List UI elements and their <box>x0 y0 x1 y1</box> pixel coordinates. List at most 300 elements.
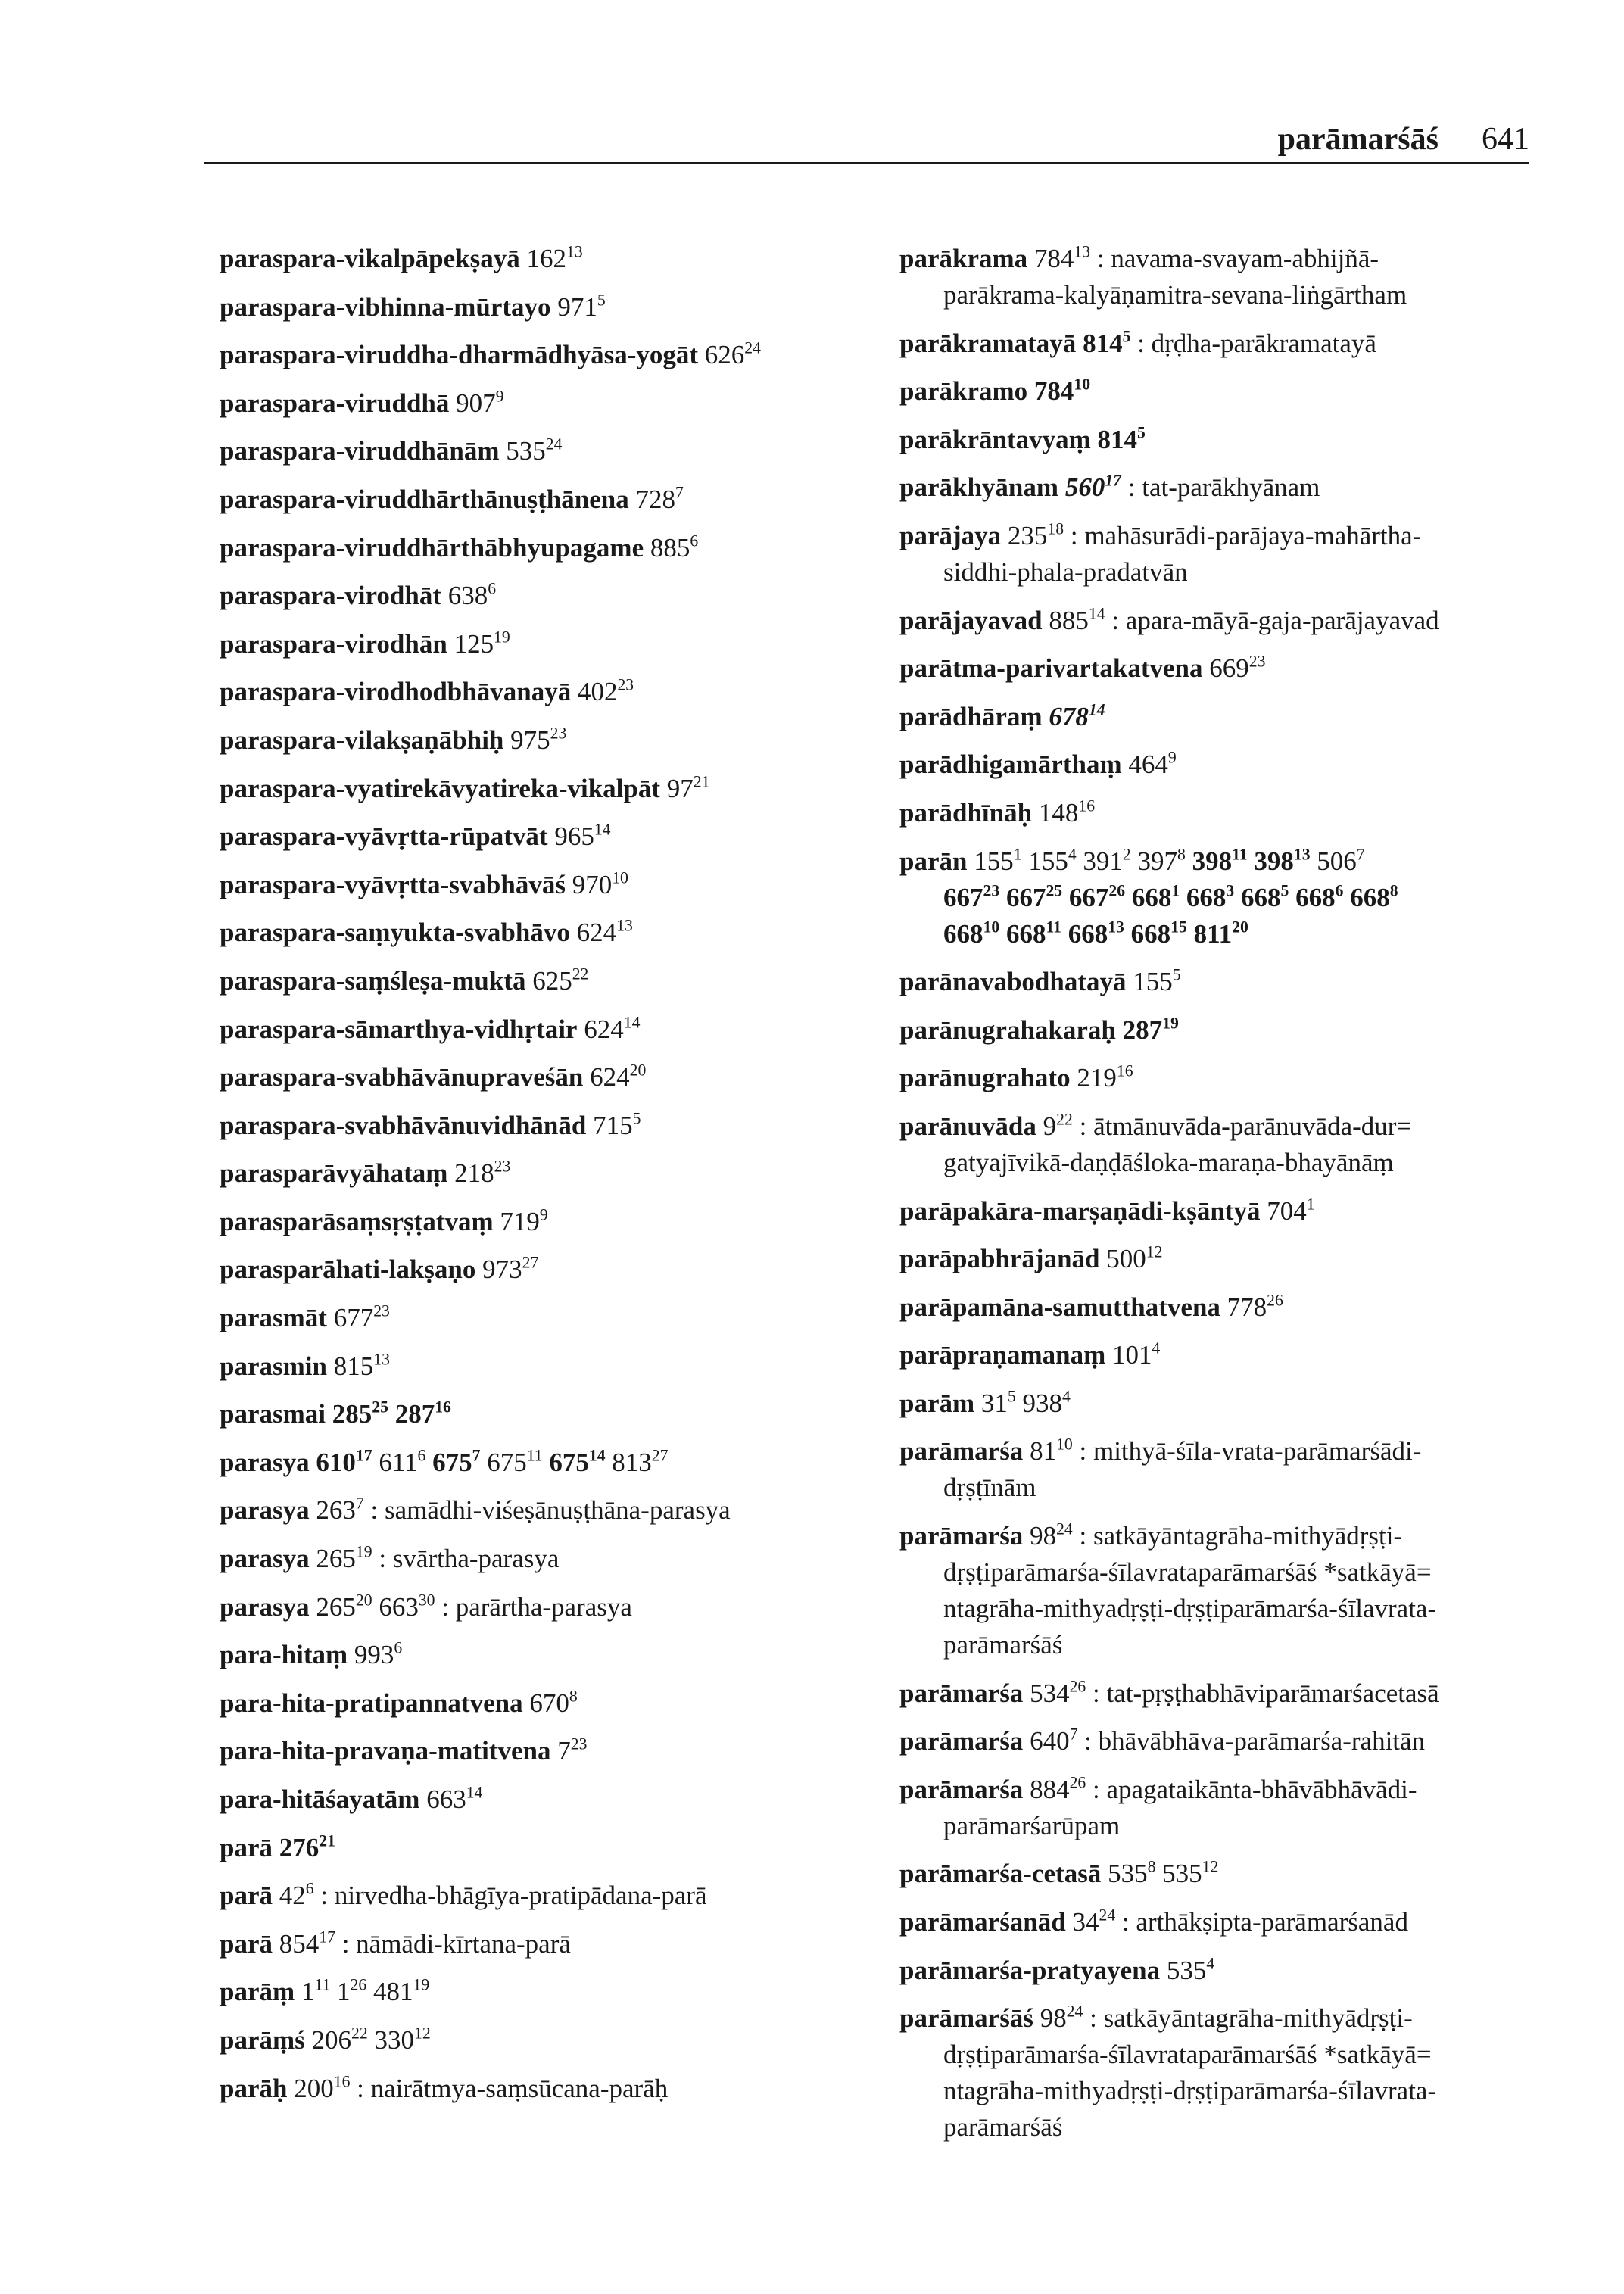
index-entry <box>899 1337 1537 1373</box>
entry-first-line <box>899 1108 1537 1145</box>
page-number-ref: 784 <box>1033 244 1074 273</box>
page-reference <box>974 1389 1016 1418</box>
page-number-ref: 235 <box>1007 520 1048 550</box>
page-number-ref: 971 <box>557 291 597 322</box>
index-entry <box>220 626 886 662</box>
page-number-ref: 1 <box>301 1977 315 2007</box>
line-number-ref: 27 <box>651 1446 669 1465</box>
page-number-ref: 481 <box>372 1977 413 2007</box>
page-number-ref: 678 <box>1049 701 1089 731</box>
page-reference <box>1125 883 1180 912</box>
entry-first-line <box>220 915 886 951</box>
index-entry <box>220 385 886 422</box>
page-number-ref: 973 <box>482 1255 522 1285</box>
entry-first-line <box>899 1856 1537 1892</box>
entry-first-line <box>220 530 886 566</box>
page-number-ref: 938 <box>1022 1388 1062 1418</box>
entry-first-line <box>899 373 1537 410</box>
page-number-ref: 535 <box>506 436 546 466</box>
page-reference <box>447 1158 510 1188</box>
index-entry <box>899 1856 1537 1892</box>
page-number-ref: 975 <box>510 725 550 755</box>
page-number-ref: 813 <box>612 1447 652 1477</box>
line-number-ref: 5 <box>1137 423 1146 442</box>
entry-lemma: paraspara-vilakṣaṇābhiḥ <box>220 725 504 755</box>
line-number-ref: 20 <box>1232 918 1248 937</box>
page-reference <box>1027 376 1090 406</box>
entry-first-line <box>899 603 1537 639</box>
entry-first-line <box>899 843 1537 880</box>
entry-lemma: parāpamāna-samutthatvena <box>899 1292 1220 1322</box>
line-number-ref: 10 <box>983 918 1000 937</box>
page-number-ref: 101 <box>1112 1340 1152 1370</box>
entry-continuation: parāmarśāś <box>943 2112 1063 2143</box>
entry-gloss: : apagataikānta-bhāvābhāvādi- <box>1086 1774 1417 1804</box>
entry-first-line <box>899 518 1537 554</box>
page-number-ref: 464 <box>1128 750 1168 780</box>
page-number-ref: 885 <box>650 532 690 563</box>
entry-first-line <box>220 722 886 759</box>
page-reference <box>586 1111 641 1140</box>
entry-first-line <box>220 241 886 277</box>
index-entry <box>220 1300 886 1336</box>
line-number-ref: 26 <box>1069 1677 1086 1696</box>
page-number-ref: 668 <box>1131 882 1172 912</box>
entry-gloss: : navama-svayam-abhijñā- <box>1090 244 1379 273</box>
entry-gloss: : bhāvābhāva-parāmarśa-rahitān <box>1077 1726 1426 1756</box>
line-number-ref: 9 <box>1167 748 1177 767</box>
entry-lemma: parāṃ <box>220 1977 295 2007</box>
index-entry <box>220 1155 886 1192</box>
index-entry <box>220 1685 886 1722</box>
entry-lemma: para-hitāśayatām <box>220 1784 420 1814</box>
index-entry <box>220 1492 886 1529</box>
page-number-ref: 667 <box>1005 882 1046 912</box>
entry-lemma: parājaya <box>899 520 1002 550</box>
page-reference <box>500 436 563 466</box>
line-number-ref: 24 <box>545 435 563 454</box>
page-reference <box>1023 1726 1077 1756</box>
entry-gloss: : dṛḍha-parākramatayā <box>1130 328 1376 358</box>
line-number-ref: 5 <box>1122 327 1131 346</box>
entry-gloss: : mahāsurādi-parājaya-mahārtha- <box>1064 520 1422 550</box>
page-number-ref: 287 <box>394 1399 435 1429</box>
page-number-ref: 535 <box>1108 1859 1148 1889</box>
page-number-ref: 675 <box>432 1447 472 1477</box>
page-reference <box>1180 883 1234 912</box>
page-reference <box>1186 846 1248 876</box>
page-reference <box>629 485 684 514</box>
entry-continuation-refs <box>899 916 1537 952</box>
page-reference <box>583 1062 646 1092</box>
entry-continuation: dṛṣṭīnām <box>943 1473 1036 1503</box>
page-reference <box>1076 329 1130 358</box>
entry-first-line <box>220 626 886 662</box>
line-number-ref: 23 <box>373 1301 390 1320</box>
entry-first-line <box>220 867 886 903</box>
page-reference <box>543 1448 606 1477</box>
page-number-ref: 98 <box>1030 1521 1057 1551</box>
page-number-ref: 675 <box>487 1447 527 1477</box>
page-number-ref: 638 <box>447 581 488 611</box>
entry-lemma: parānuvāda <box>899 1111 1036 1141</box>
index-entry <box>220 722 886 759</box>
entry-lemma: paraspara-svabhāvānupraveśān <box>220 1062 584 1092</box>
entry-first-line <box>220 1685 886 1722</box>
entry-lemma: parākramatayā <box>899 328 1077 358</box>
entry-first-line <box>899 650 1537 687</box>
page-number-ref: 535 <box>1162 1859 1202 1889</box>
page-reference <box>419 1784 482 1814</box>
line-number-ref: 5 <box>1007 1387 1016 1406</box>
index-entry <box>220 1011 886 1048</box>
line-number-ref: 4 <box>1152 1339 1161 1357</box>
page-reference <box>326 1399 388 1429</box>
line-number-ref: 22 <box>572 965 589 983</box>
index-entry <box>220 1396 886 1432</box>
entry-lemma: paraspara-viruddhā <box>220 388 450 418</box>
entry-gloss: : nairātmya-saṃsūcana-parāḥ <box>350 2073 669 2103</box>
page-number-ref: 778 <box>1227 1292 1267 1322</box>
page-reference <box>660 774 709 803</box>
page-number-ref: 624 <box>590 1062 630 1092</box>
entry-first-line <box>220 1059 886 1096</box>
line-number-ref: 19 <box>355 1542 372 1561</box>
line-number-ref: 24 <box>744 338 761 357</box>
page-number-ref: 728 <box>635 484 675 514</box>
entry-lemma: paraspara-sāmarthya-vidhṛtair <box>220 1014 578 1044</box>
line-number-ref: 17 <box>319 1928 335 1946</box>
entry-lemma: paraspara-viruddhārthābhyupagame <box>220 532 644 563</box>
line-number-ref: 23 <box>983 881 1000 900</box>
index-entry <box>220 1059 886 1096</box>
page-reference <box>566 870 628 899</box>
entry-lemma: parasmāt <box>220 1303 327 1333</box>
page-number-ref: 668 <box>1068 918 1108 949</box>
entry-gloss: : tat-parākhyānam <box>1121 472 1320 503</box>
page-number-ref: 506 <box>1317 846 1357 876</box>
entry-continuation: ntagrāha-mithyadṛṣṭi-dṛṣṭiparāmarśa-śīlavrata- <box>943 1594 1437 1624</box>
entry-continuation: ntagrāha-mithyadṛṣṭi-dṛṣṭiparāmarśa-śīlavrata- <box>943 2076 1437 2106</box>
entry-lemma: paraspara-virodhāt <box>220 581 441 611</box>
line-number-ref: 24 <box>1056 1519 1073 1538</box>
entry-continuation: parāmarśarūpam <box>943 1810 1121 1840</box>
page-number-ref: 9 <box>1043 1111 1057 1141</box>
entry-lemma: paraspara-vyatirekāvyatireka-vikalpāt <box>220 773 661 803</box>
entry-first-line <box>220 1637 886 1673</box>
line-number-ref: 13 <box>616 916 633 935</box>
index-entry <box>899 1108 1537 1181</box>
page-number-ref: 125 <box>454 628 494 659</box>
line-number-ref: 26 <box>1069 1773 1086 1792</box>
page-reference <box>1127 967 1181 996</box>
entry-lemma: para-hita-pravaṇa-matitvena <box>220 1736 551 1766</box>
entry-continuation: siddhi-phala-pradatvān <box>943 556 1188 587</box>
page-number-ref: 814 <box>1097 424 1138 454</box>
index-entry <box>899 603 1537 639</box>
index-entry <box>220 1251 886 1288</box>
page-reference <box>1036 1111 1073 1141</box>
entry-first-line <box>220 771 886 807</box>
page-reference <box>441 581 496 610</box>
entry-lemma: parasya <box>220 1544 310 1574</box>
entry-first-line <box>899 2000 1537 2037</box>
line-number-ref: 23 <box>494 1157 511 1176</box>
page-number-ref: 704 <box>1267 1195 1307 1226</box>
index-entry <box>899 843 1537 952</box>
index-entry <box>220 1541 886 1577</box>
page-reference <box>943 883 999 912</box>
entry-lemma: paraspara-virodhān <box>220 628 447 659</box>
page-reference <box>943 919 999 949</box>
index-entry <box>899 422 1537 458</box>
page-number-ref: 560 <box>1064 472 1105 503</box>
page-reference <box>330 1977 366 2006</box>
entry-lemma: parādhigamārthaṃ <box>899 750 1122 780</box>
entry-lemma: para-hita-pratipannatvena <box>220 1688 523 1718</box>
page-number-ref: 155 <box>974 846 1014 876</box>
page-number-ref: 7 <box>557 1736 571 1766</box>
index-entry <box>220 1589 886 1625</box>
line-number-ref: 13 <box>566 242 583 261</box>
index-entry <box>899 1193 1537 1230</box>
index-entry <box>220 530 886 566</box>
page-reference <box>1155 1859 1218 1888</box>
index-entry <box>899 1060 1537 1096</box>
page-reference <box>1027 244 1090 273</box>
entry-first-line <box>220 1204 886 1240</box>
index-entry <box>899 1953 1537 1989</box>
page-number-ref: 402 <box>577 677 618 707</box>
line-number-ref: 30 <box>418 1591 435 1610</box>
index-entry <box>899 1012 1537 1049</box>
entry-lemma: parasparāhati-lakṣaṇo <box>220 1255 476 1285</box>
entry-first-line <box>899 1385 1537 1422</box>
entry-lemma: parāmarśa <box>899 1774 1024 1804</box>
line-number-ref: 13 <box>1108 918 1124 937</box>
line-number-ref: 19 <box>494 628 510 647</box>
index-entry <box>220 1445 886 1481</box>
entry-first-line <box>899 699 1537 735</box>
entry-lemma: parāmarśa <box>899 1678 1024 1708</box>
line-number-ref: 14 <box>594 820 611 839</box>
entry-first-line <box>220 1589 886 1625</box>
line-number-ref: 16 <box>333 2072 351 2091</box>
entry-lemma: paraspara-viruddha-dharmādhyāsa-yogāt <box>220 340 699 370</box>
page-number-ref: 218 <box>454 1158 494 1189</box>
page-reference <box>348 1640 402 1669</box>
line-number-ref: 7 <box>1069 1725 1078 1744</box>
entry-gloss: : parārtha-parasya <box>435 1591 632 1622</box>
page-number-ref: 200 <box>294 2073 334 2103</box>
index-entry <box>220 1878 886 1914</box>
page-number-ref: 625 <box>532 965 572 996</box>
entry-continuation: parāmarśāś <box>943 1630 1063 1660</box>
entry-lemma: parādhīnāḥ <box>899 797 1033 828</box>
entry-first-line <box>899 326 1537 362</box>
page-reference <box>310 1544 372 1573</box>
line-number-ref: 5 <box>1280 881 1289 900</box>
line-number-ref: 9 <box>495 387 504 406</box>
entry-first-line <box>220 1348 886 1385</box>
page-number-ref: 155 <box>1028 846 1068 876</box>
entry-lemma: parāṃś <box>220 2024 305 2055</box>
line-number-ref: 24 <box>1099 1906 1116 1925</box>
entry-continuation: dṛṣṭiparāmarśa-śīlavrataparāmarśāś *satkāyā= <box>943 1557 1432 1588</box>
page-reference <box>1122 750 1177 779</box>
line-number-ref: 26 <box>350 1975 367 1994</box>
line-number-ref: 5 <box>597 291 606 310</box>
line-number-ref: 4 <box>1062 1387 1071 1406</box>
page-reference <box>366 1977 429 2006</box>
index-column-left <box>220 241 886 2118</box>
entry-lemma: parākrāntavyaṃ <box>899 424 1091 454</box>
entry-lemma: parā <box>220 1928 273 1959</box>
line-number-ref: 11 <box>526 1446 543 1465</box>
line-number-ref: 6 <box>1335 881 1344 900</box>
page-reference <box>548 821 611 851</box>
line-number-ref: 23 <box>570 1735 588 1753</box>
line-number-ref: 16 <box>1116 1061 1133 1080</box>
index-entry <box>220 241 886 277</box>
entry-lemma: parāpakāra-marṣaṇādi-kṣāntyā <box>899 1195 1261 1226</box>
line-number-ref: 3 <box>1226 881 1235 900</box>
page-reference <box>1061 919 1124 949</box>
line-number-ref: 11 <box>1232 845 1248 864</box>
line-number-ref: 14 <box>466 1783 483 1802</box>
entry-first-line <box>220 2071 886 2107</box>
entry-first-line <box>220 289 886 326</box>
index-entry <box>220 482 886 518</box>
page-reference <box>1091 425 1146 454</box>
line-number-ref: 18 <box>1047 519 1064 538</box>
entry-first-line <box>899 795 1537 831</box>
entry-first-line <box>220 1733 886 1769</box>
page-number-ref: 611 <box>379 1447 418 1477</box>
page-number-ref: 668 <box>1005 918 1046 949</box>
page-number-ref: 668 <box>1130 918 1171 949</box>
line-number-ref: 13 <box>1293 845 1311 864</box>
line-number-ref: 27 <box>522 1254 539 1273</box>
entry-gloss: : tat-pṛṣṭhabhāviparāmarśacetasā <box>1086 1678 1439 1708</box>
index-entry <box>220 1781 886 1818</box>
page-reference <box>1124 919 1187 949</box>
entry-lemma: parāmarśa <box>899 1726 1024 1756</box>
line-number-ref: 14 <box>623 1013 641 1032</box>
entry-first-line <box>220 482 886 518</box>
entry-lemma: parākramo <box>899 376 1028 407</box>
entry-first-line <box>220 1926 886 1962</box>
page-number-ref: 640 <box>1030 1726 1070 1756</box>
page-reference <box>372 1592 435 1622</box>
entry-gloss: : svārtha-parasya <box>372 1544 560 1574</box>
index-entry <box>899 746 1537 783</box>
entry-first-line <box>899 1675 1537 1712</box>
line-number-ref: 6 <box>417 1446 426 1465</box>
entry-continuation: parākrama-kalyāṇamitra-sevana-liṅgārtham <box>943 280 1407 310</box>
page-reference <box>1131 846 1186 876</box>
page-number-ref: 668 <box>1350 882 1390 912</box>
page-number-ref: 265 <box>316 1544 356 1574</box>
page-number-ref: 330 <box>374 2024 414 2055</box>
page-number-ref: 81 <box>1030 1436 1057 1466</box>
page-number-ref: 675 <box>549 1447 589 1477</box>
index-entry <box>899 1723 1537 1759</box>
page-reference <box>1066 1907 1115 1937</box>
entry-first-line <box>220 1108 886 1144</box>
page-number-ref: 970 <box>572 869 613 899</box>
line-number-ref: 6 <box>394 1638 403 1657</box>
line-number-ref: 20 <box>629 1061 647 1080</box>
entry-lemma: paraspara-viruddhānām <box>220 436 500 466</box>
page-number-ref: 265 <box>316 1591 356 1622</box>
line-number-ref: 10 <box>1056 1435 1073 1454</box>
entry-first-line <box>220 1251 886 1288</box>
index-entry <box>899 326 1537 362</box>
line-number-ref: 19 <box>1162 1014 1179 1033</box>
page-reference <box>1058 472 1121 502</box>
entry-first-line <box>899 1193 1537 1230</box>
index-entry <box>220 674 886 710</box>
entry-first-line <box>220 433 886 469</box>
page-reference <box>1105 1340 1160 1370</box>
entry-first-line <box>899 1337 1537 1373</box>
page-reference <box>295 1977 330 2006</box>
page-reference <box>1248 846 1311 876</box>
entry-gloss: : mithyā-śīla-vrata-parāmarśādi- <box>1072 1436 1422 1466</box>
page-reference <box>1023 1775 1086 1804</box>
index-entry <box>220 1733 886 1769</box>
entry-gloss: : nirvedha-bhāgīya-pratipādana-parā <box>313 1881 707 1911</box>
index-entry <box>899 518 1537 591</box>
page-number-ref: 677 <box>333 1303 374 1333</box>
page-number-ref: 534 <box>1030 1678 1070 1708</box>
page-number-ref: 784 <box>1033 376 1074 407</box>
index-entry <box>220 1108 886 1144</box>
entry-first-line <box>220 1300 886 1336</box>
index-entry <box>899 469 1537 506</box>
page-reference <box>1160 1956 1214 1985</box>
entry-lemma: parāmarśa-pratyayena <box>899 1955 1161 1985</box>
page-reference <box>447 629 510 659</box>
page-reference <box>1187 919 1248 949</box>
line-number-ref: 11 <box>1046 918 1061 937</box>
entry-first-line <box>220 1878 886 1914</box>
page-number-ref: 885 <box>1049 605 1089 635</box>
page-number-ref: 663 <box>426 1784 466 1814</box>
line-number-ref: 8 <box>1177 845 1186 864</box>
entry-lemma: parākhyānam <box>899 472 1059 503</box>
page-number-ref: 34 <box>1072 1907 1099 1937</box>
page-number-ref: 624 <box>576 918 617 948</box>
line-number-ref: 26 <box>1108 881 1126 900</box>
entry-first-line <box>899 1723 1537 1759</box>
entry-gloss: : satkāyāntagrāha-mithyādṛṣṭi- <box>1083 2003 1413 2034</box>
entry-lemma: parasparāvyāhataṃ <box>220 1158 448 1189</box>
page-reference <box>1116 1015 1179 1045</box>
line-number-ref: 8 <box>1389 881 1398 900</box>
line-number-ref: 12 <box>1202 1857 1219 1876</box>
entry-lemma: parādhāraṃ <box>899 701 1043 731</box>
index-entry <box>220 289 886 326</box>
index-entry <box>220 963 886 999</box>
page-number-ref: 97 <box>666 773 694 803</box>
page-reference <box>1062 883 1125 912</box>
entry-lemma: parāmarśa <box>899 1436 1024 1466</box>
entry-first-line <box>220 1155 886 1192</box>
entry-continuation: dṛṣṭiparāmarśa-śīlavrataparāmarśāś *satkāyā= <box>943 2040 1432 2070</box>
entry-gloss: : apara-māyā-gaja-parājayavad <box>1105 605 1439 635</box>
